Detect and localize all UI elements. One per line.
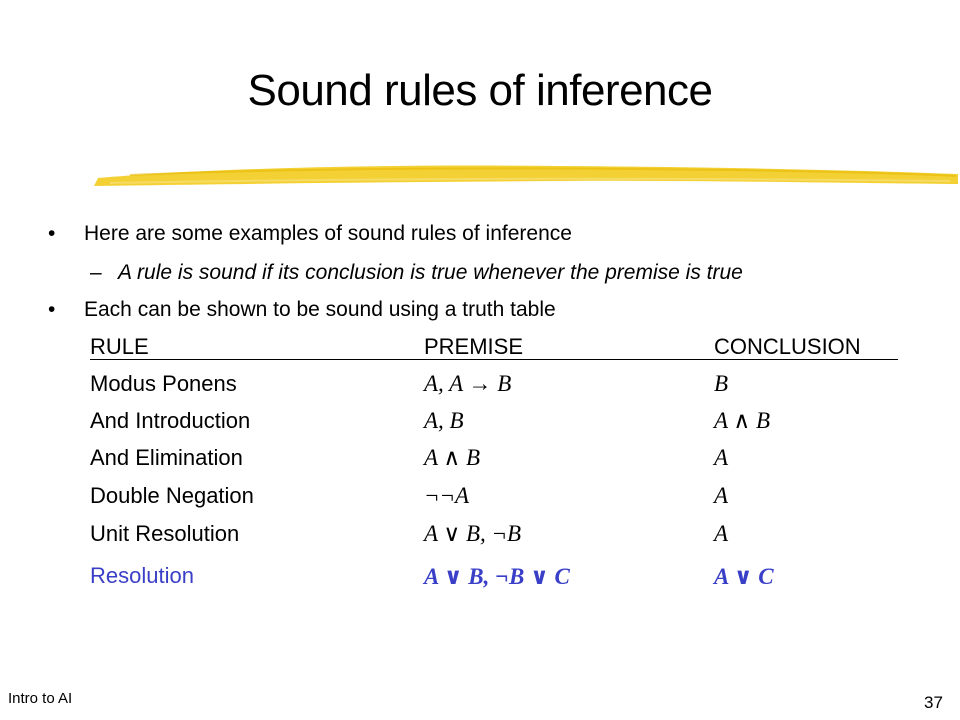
table-header <box>90 334 900 368</box>
bullet-text: Each can be shown to be sound using a truth table <box>84 298 556 321</box>
rule-name: And Introduction <box>90 408 251 433</box>
rule-conclusion: A <box>714 483 729 508</box>
table-row <box>90 521 900 555</box>
rule-conclusion: B <box>714 371 729 396</box>
slide-title: Sound rules of inference <box>247 66 713 115</box>
table-row-highlighted <box>90 563 900 597</box>
rule-premise: A, A → B <box>424 371 512 396</box>
header-rule: RULE <box>90 334 149 359</box>
bullet-dot: • <box>48 222 56 245</box>
bullet-dot: • <box>48 298 56 321</box>
rule-premise: ¬¬A <box>424 483 470 508</box>
rule-premise: A, B <box>424 408 464 433</box>
table-row <box>90 408 900 442</box>
rule-premise: A ∨ B, ¬B ∨ C <box>424 564 570 589</box>
bullet-text: Here are some examples of sound rules of inference <box>84 222 572 245</box>
table-row <box>90 483 900 517</box>
sub-bullet-text: A rule is sound if its conclusion is true whenever the premise is true <box>118 261 743 284</box>
header-premise: PREMISE <box>424 334 524 359</box>
page-number: 37 <box>924 693 943 712</box>
rule-name: Unit Resolution <box>90 521 240 546</box>
table-row <box>90 445 900 479</box>
yellow-brush-stroke <box>90 156 960 192</box>
rule-conclusion: A ∧ B <box>714 408 771 433</box>
rule-name: Resolution <box>90 563 194 588</box>
rule-premise: A ∧ B <box>424 445 481 470</box>
rule-premise: A ∨ B, ¬B <box>424 521 522 546</box>
rule-conclusion: A <box>714 521 729 546</box>
rule-name: Modus Ponens <box>90 371 237 396</box>
header-underline <box>90 359 898 360</box>
rule-conclusion: A <box>714 445 729 470</box>
header-conclusion: CONCLUSION <box>714 334 861 359</box>
sub-bullet-dash: – <box>90 261 102 284</box>
rule-conclusion: A ∨ C <box>714 564 774 589</box>
table-row <box>90 371 900 405</box>
footer-course-label: Intro to AI <box>8 690 73 707</box>
rule-name: And Elimination <box>90 445 243 470</box>
rule-name: Double Negation <box>90 483 254 508</box>
